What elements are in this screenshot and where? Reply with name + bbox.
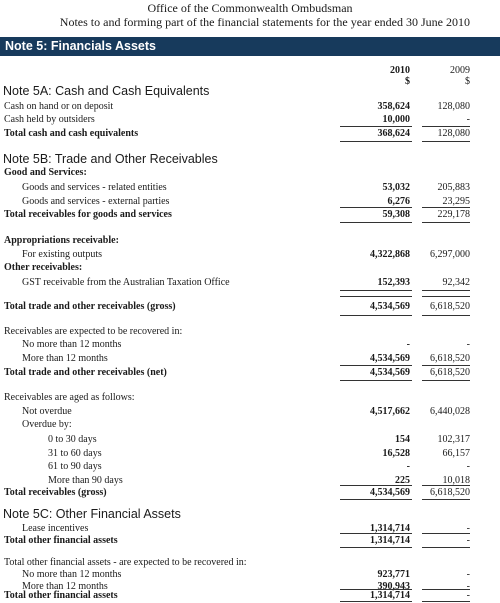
row-label: Total cash and cash equivalents bbox=[4, 128, 139, 139]
value-2010: - bbox=[406, 461, 410, 472]
row-label: Total other financial assets bbox=[4, 535, 118, 546]
section-5a-title: Note 5A: Cash and Cash Equivalents bbox=[3, 84, 210, 98]
total-rule bbox=[340, 547, 412, 548]
value-2009: 6,618,520 bbox=[430, 487, 470, 498]
subtotal-rule bbox=[340, 365, 412, 366]
table-row bbox=[0, 447, 500, 461]
table-row bbox=[0, 234, 500, 248]
value-2009: 6,440,028 bbox=[430, 406, 470, 417]
row-label: No more than 12 months bbox=[22, 569, 122, 580]
table-row bbox=[0, 486, 500, 500]
table-row bbox=[0, 418, 500, 432]
row-label: Cash held by outsiders bbox=[4, 114, 95, 125]
value-2009: - bbox=[466, 590, 470, 601]
row-label: GST receivable from the Australian Taxation Office bbox=[22, 277, 230, 288]
row-label: More than 12 months bbox=[22, 581, 108, 592]
subtotal-rule bbox=[340, 485, 412, 486]
value-2010: - bbox=[406, 339, 410, 350]
total-rule bbox=[340, 141, 412, 142]
row-label: Total other financial assets bbox=[4, 590, 118, 601]
row-label: Receivables are aged as follows: bbox=[4, 392, 135, 403]
row-label: Total receivables for goods and services bbox=[4, 209, 172, 220]
row-label: Other receivables: bbox=[4, 262, 83, 273]
subtotal-rule bbox=[340, 290, 412, 291]
table-row bbox=[0, 325, 500, 339]
total-rule bbox=[340, 315, 412, 316]
value-2010: 10,000 bbox=[382, 114, 410, 125]
table-row bbox=[0, 534, 500, 548]
section-5b-title: Note 5B: Trade and Other Receivables bbox=[3, 152, 218, 166]
subtotal-rule bbox=[340, 589, 412, 590]
table-row bbox=[0, 181, 500, 195]
subtotal-rule bbox=[422, 296, 470, 297]
row-label: No more than 12 months bbox=[22, 339, 122, 350]
row-label: Overdue by: bbox=[22, 419, 72, 430]
total-rule bbox=[340, 380, 412, 381]
value-2010: 152,393 bbox=[377, 277, 410, 288]
total-rule bbox=[422, 547, 470, 548]
subtotal-rule bbox=[340, 207, 412, 208]
subtotal-rule bbox=[422, 207, 470, 208]
table-row bbox=[0, 300, 500, 314]
value-2010: 4,534,569 bbox=[370, 353, 410, 364]
subtotal-rule bbox=[422, 533, 470, 534]
table-row bbox=[0, 276, 500, 290]
value-2010: 1,314,714 bbox=[370, 535, 410, 546]
row-label: Appropriations receivable: bbox=[4, 235, 119, 246]
subtotal-rule bbox=[422, 290, 470, 291]
row-label: Not overdue bbox=[22, 406, 72, 417]
table-row bbox=[0, 248, 500, 262]
value-2009: - bbox=[466, 535, 470, 546]
table-row bbox=[0, 391, 500, 405]
row-label: 31 to 60 days bbox=[48, 448, 102, 459]
col-2009-unit: $ bbox=[465, 76, 470, 87]
row-label: Goods and services - related entities bbox=[22, 182, 167, 193]
subtotal-rule bbox=[422, 589, 470, 590]
value-2010: 16,528 bbox=[382, 448, 410, 459]
table-row bbox=[0, 366, 500, 380]
value-2009: 6,297,000 bbox=[430, 249, 470, 260]
value-2010: 368,624 bbox=[377, 128, 410, 139]
value-2010: 4,517,662 bbox=[370, 406, 410, 417]
table-row bbox=[0, 100, 500, 114]
value-2010: 4,534,569 bbox=[370, 487, 410, 498]
row-label: More than 90 days bbox=[48, 475, 123, 486]
subtotal-rule bbox=[422, 126, 470, 127]
value-2010: 923,771 bbox=[377, 569, 410, 580]
col-2009-head: 2009 bbox=[450, 65, 470, 76]
row-label: Total receivables (gross) bbox=[4, 487, 107, 498]
table-row bbox=[0, 338, 500, 352]
header-subtitle: Notes to and forming part of the financial statements for the year ended 30 June 2010 bbox=[59, 15, 470, 29]
note-banner: Note 5: Financials Assets bbox=[0, 37, 500, 56]
total-rule bbox=[340, 222, 412, 223]
value-2009: - bbox=[466, 114, 470, 125]
row-label: For existing outputs bbox=[22, 249, 103, 260]
value-2009: 66,157 bbox=[442, 448, 470, 459]
value-2009: 23,295 bbox=[442, 196, 470, 207]
table-row bbox=[0, 460, 500, 474]
header-org: Office of the Commonwealth Ombudsman bbox=[147, 1, 353, 15]
row-label: Total trade and other receivables (gross) bbox=[4, 301, 176, 312]
value-2010: 1,314,714 bbox=[370, 523, 410, 534]
value-2009: 205,883 bbox=[437, 182, 470, 193]
value-2009: 6,618,520 bbox=[430, 367, 470, 378]
value-2010: 1,314,714 bbox=[370, 590, 410, 601]
value-2010: 59,308 bbox=[382, 209, 410, 220]
value-2010: 53,032 bbox=[382, 182, 410, 193]
row-label: Receivables are expected to be recovered in: bbox=[4, 326, 183, 337]
row-label: Total other financial assets - are expected to be recovered in: bbox=[4, 557, 247, 568]
table-row bbox=[0, 261, 500, 275]
row-label: 61 to 90 days bbox=[48, 461, 102, 472]
value-2009: - bbox=[466, 339, 470, 350]
row-label: 0 to 30 days bbox=[48, 434, 97, 445]
table-row bbox=[0, 113, 500, 127]
table-row bbox=[0, 166, 500, 180]
row-label: Cash on hand or on deposit bbox=[4, 101, 114, 112]
total-rule bbox=[422, 222, 470, 223]
value-2010: 225 bbox=[395, 475, 410, 486]
value-2010: 154 bbox=[395, 434, 410, 445]
table-row bbox=[0, 352, 500, 366]
value-2010: 4,534,569 bbox=[370, 301, 410, 312]
subtotal-rule bbox=[340, 296, 412, 297]
section-5c-title: Note 5C: Other Financial Assets bbox=[3, 507, 181, 521]
total-rule bbox=[422, 141, 470, 142]
subtotal-rule bbox=[422, 365, 470, 366]
value-2009: 229,178 bbox=[437, 209, 470, 220]
col-2010-unit: $ bbox=[405, 76, 410, 87]
value-2009: 6,618,520 bbox=[430, 301, 470, 312]
row-label: Total trade and other receivables (net) bbox=[4, 367, 167, 378]
value-2010: 390,943 bbox=[377, 581, 410, 592]
table-row bbox=[0, 433, 500, 447]
value-2009: - bbox=[466, 569, 470, 580]
value-2009: 92,342 bbox=[442, 277, 470, 288]
total-rule bbox=[422, 499, 470, 500]
subtotal-rule bbox=[422, 485, 470, 486]
row-label: Good and Services: bbox=[4, 167, 87, 178]
table-row bbox=[0, 127, 500, 141]
value-2009: - bbox=[466, 523, 470, 534]
subtotal-rule bbox=[340, 126, 412, 127]
total-rule bbox=[340, 499, 412, 500]
table-row bbox=[0, 405, 500, 419]
value-2009: - bbox=[466, 581, 470, 592]
col-2010-head: 2010 bbox=[390, 65, 410, 76]
subtotal-rule bbox=[340, 533, 412, 534]
value-2009: 128,080 bbox=[437, 128, 470, 139]
value-2009: - bbox=[466, 461, 470, 472]
value-2009: 128,080 bbox=[437, 101, 470, 112]
row-label: More than 12 months bbox=[22, 353, 108, 364]
value-2010: 4,534,569 bbox=[370, 367, 410, 378]
value-2010: 6,276 bbox=[387, 196, 410, 207]
row-label: Goods and services - external parties bbox=[22, 196, 170, 207]
total-rule bbox=[422, 380, 470, 381]
total-rule bbox=[422, 315, 470, 316]
value-2009: 6,618,520 bbox=[430, 353, 470, 364]
value-2010: 358,624 bbox=[377, 101, 410, 112]
table-row bbox=[0, 208, 500, 222]
row-label: Lease incentives bbox=[22, 523, 89, 534]
value-2009: 10,018 bbox=[442, 475, 470, 486]
value-2010: 4,322,868 bbox=[370, 249, 410, 260]
value-2009: 102,317 bbox=[437, 434, 470, 445]
